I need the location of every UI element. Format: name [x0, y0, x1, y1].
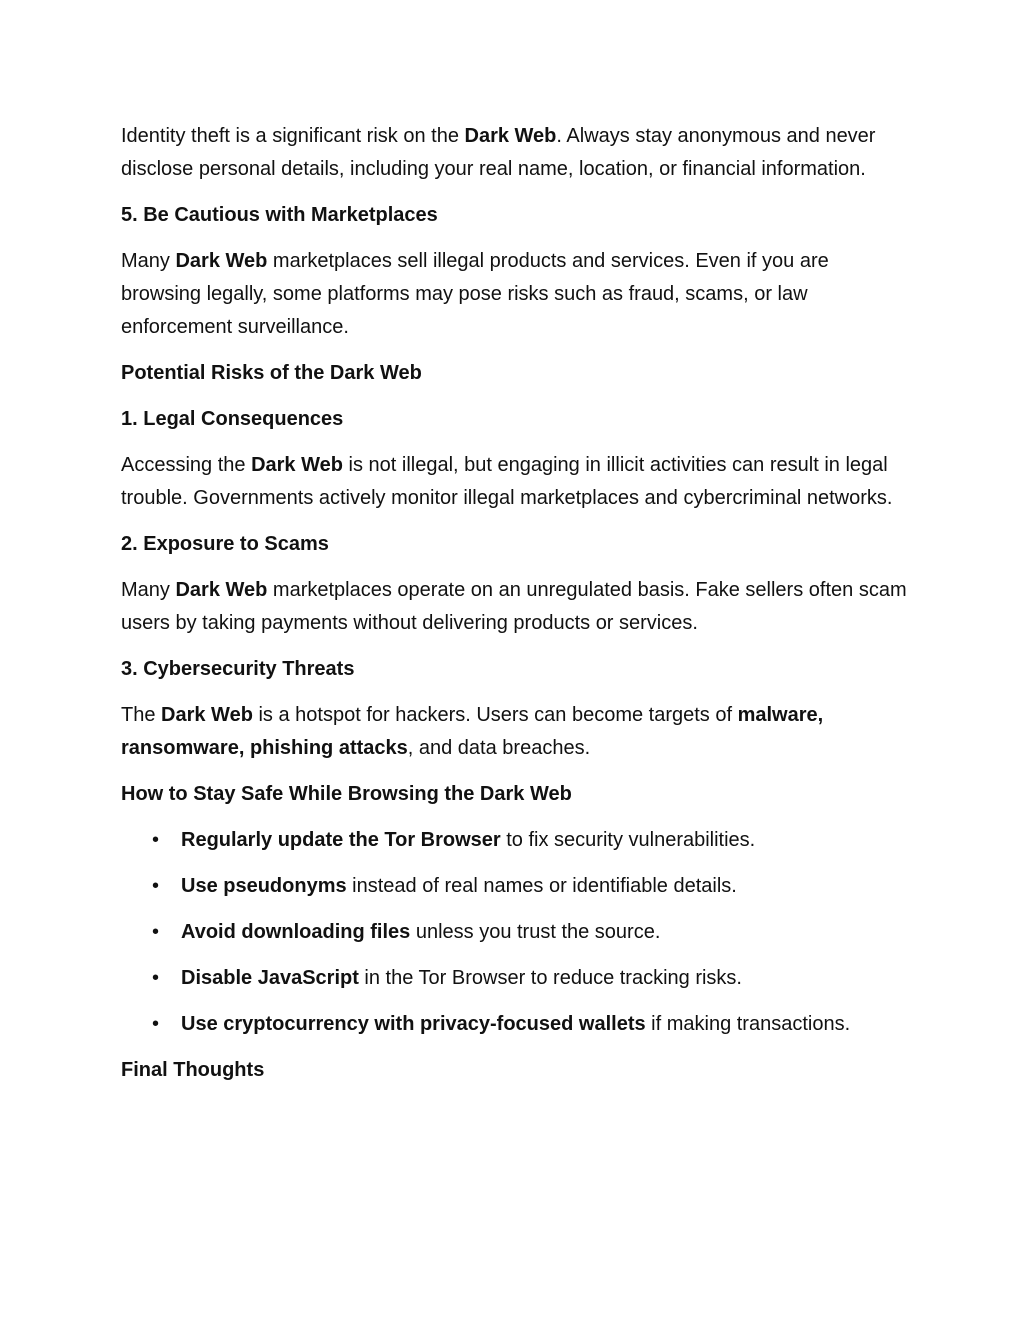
- intro-paragraph: Identity theft is a significant risk on the Dark Web. Always stay anonymous and never disclose personal details, including your real name, location, or financial information.: [121, 125, 876, 180]
- bullet-icon: •: [152, 1013, 160, 1035]
- marketplaces-paragraph: Many Dark Web marketplaces sell illegal products and services. Even if you are browsing legally, some platforms may pose risks such as fraud, scams, or law enforcement surveillance.: [121, 250, 829, 338]
- subheading-exposure-to-scams: 2. Exposure to Scams: [121, 533, 329, 555]
- bullet-icon: •: [152, 967, 160, 989]
- list-item: • Disable JavaScript in the Tor Browser to reduce tracking risks.: [121, 962, 911, 995]
- list-item: • Avoid downloading files unless you trust the source.: [121, 916, 911, 949]
- list-item: • Use cryptocurrency with privacy-focused wallets if making transactions.: [121, 1008, 911, 1041]
- list-item: • Regularly update the Tor Browser to fix security vulnerabilities.: [121, 824, 911, 857]
- bullet-icon: •: [152, 829, 160, 851]
- list-item: • Use pseudonyms instead of real names or identifiable details.: [121, 870, 911, 903]
- legal-consequences-paragraph: Accessing the Dark Web is not illegal, but engaging in illicit activities can result in legal trouble. Governments actively monitor illegal marketplaces and cybercriminal networks.: [121, 454, 893, 509]
- section-heading-marketplaces: 5. Be Cautious with Marketplaces: [121, 204, 438, 226]
- bullet-icon: •: [152, 921, 160, 943]
- subheading-legal-consequences: 1. Legal Consequences: [121, 408, 344, 430]
- section-heading-stay-safe: How to Stay Safe While Browsing the Dark Web: [121, 783, 572, 805]
- cybersecurity-threats-paragraph: The Dark Web is a hotspot for hackers. Users can become targets of malware, ransomware, phishing attacks, and data breaches.: [121, 704, 824, 759]
- document-page: [121, 120, 911, 1100]
- section-heading-risks: Potential Risks of the Dark Web: [121, 362, 422, 384]
- bullet-icon: •: [152, 875, 160, 897]
- subheading-cybersecurity-threats: 3. Cybersecurity Threats: [121, 658, 355, 680]
- safety-tips-list: [121, 824, 911, 1041]
- section-heading-final-thoughts: Final Thoughts: [121, 1059, 265, 1081]
- exposure-to-scams-paragraph: Many Dark Web marketplaces operate on an unregulated basis. Fake sellers often scam users by taking payments without delivering products or services.: [121, 579, 907, 634]
